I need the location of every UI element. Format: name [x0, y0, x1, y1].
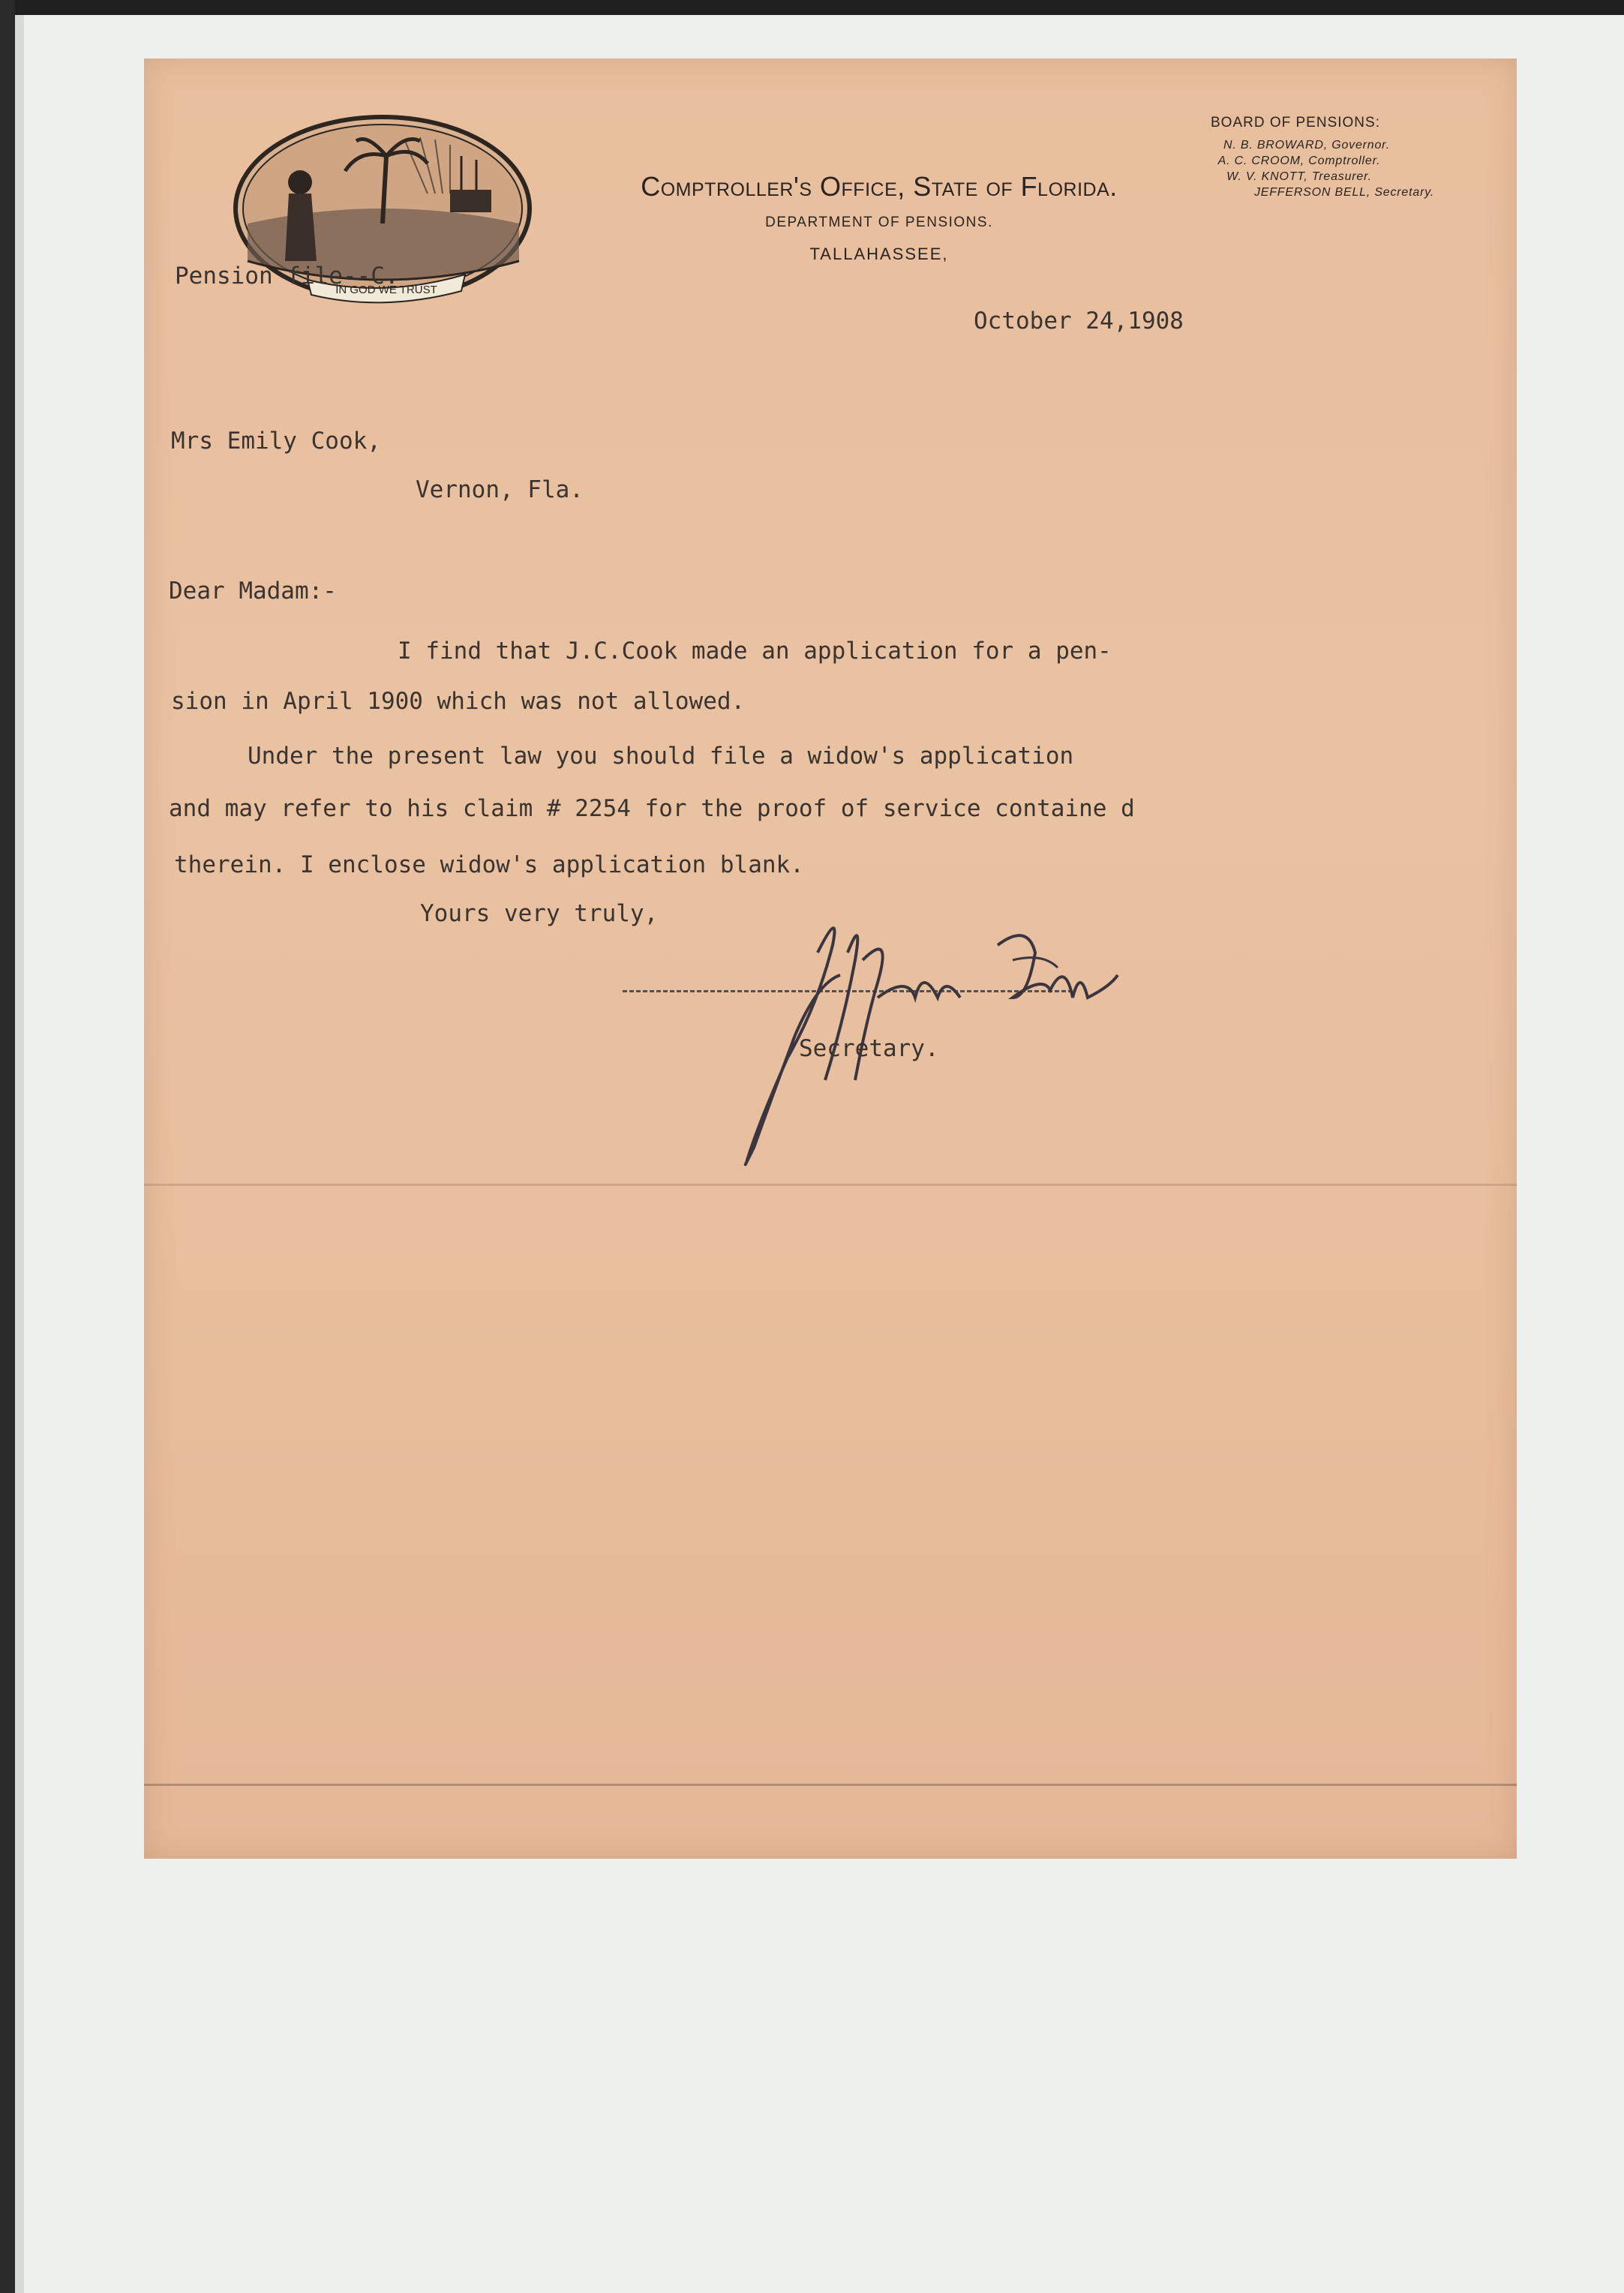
- salutation: Dear Madam:-: [169, 578, 337, 605]
- signer-title: Secretary.: [799, 1035, 939, 1062]
- city-name: TALLAHASSEE,: [809, 245, 949, 263]
- scanner-margin: [15, 15, 24, 2293]
- board-member: JEFFERSON BELL, Secretary.: [1253, 186, 1435, 199]
- letter-date: October 24,1908: [974, 308, 1184, 335]
- board-of-pensions: [1157, 115, 1487, 200]
- scanner-edge-top: [0, 0, 1624, 15]
- department-name: DEPARTMENT OF PENSIONS.: [765, 215, 993, 230]
- recipient-name: Mrs Emily Cook,: [171, 428, 381, 455]
- recipient-city: Vernon, Fla.: [416, 476, 584, 503]
- closing: Yours very truly,: [420, 900, 659, 927]
- board-member: N. B. BROWARD, Governor.: [1223, 139, 1390, 152]
- body-line: Under the present law you should file a widow's application: [248, 743, 1074, 770]
- body-line: and may refer to his claim # 2254 for the proof of service containe d: [169, 795, 1135, 822]
- paper-fold: [144, 1784, 1517, 1786]
- office-title: Comptroller's Office, State of Florida.: [641, 171, 1118, 202]
- board-member: W. V. KNOTT, Treasurer.: [1226, 170, 1372, 183]
- body-line: sion in April 1900 which was not allowed.: [171, 688, 746, 715]
- file-reference: Pension file--C.: [175, 263, 399, 290]
- board-heading: BOARD OF PENSIONS:: [1211, 115, 1380, 131]
- seal-motto: IN GOD WE TRUST: [335, 284, 437, 296]
- scanner-edge-left: [0, 0, 15, 2293]
- letterhead: [594, 171, 1164, 264]
- body-line: I find that J.C.Cook made an application for a pen-: [398, 638, 1112, 665]
- body-line: therein. I enclose widow's application blank.: [174, 851, 804, 878]
- board-member: A. C. CROOM, Comptroller.: [1217, 155, 1381, 167]
